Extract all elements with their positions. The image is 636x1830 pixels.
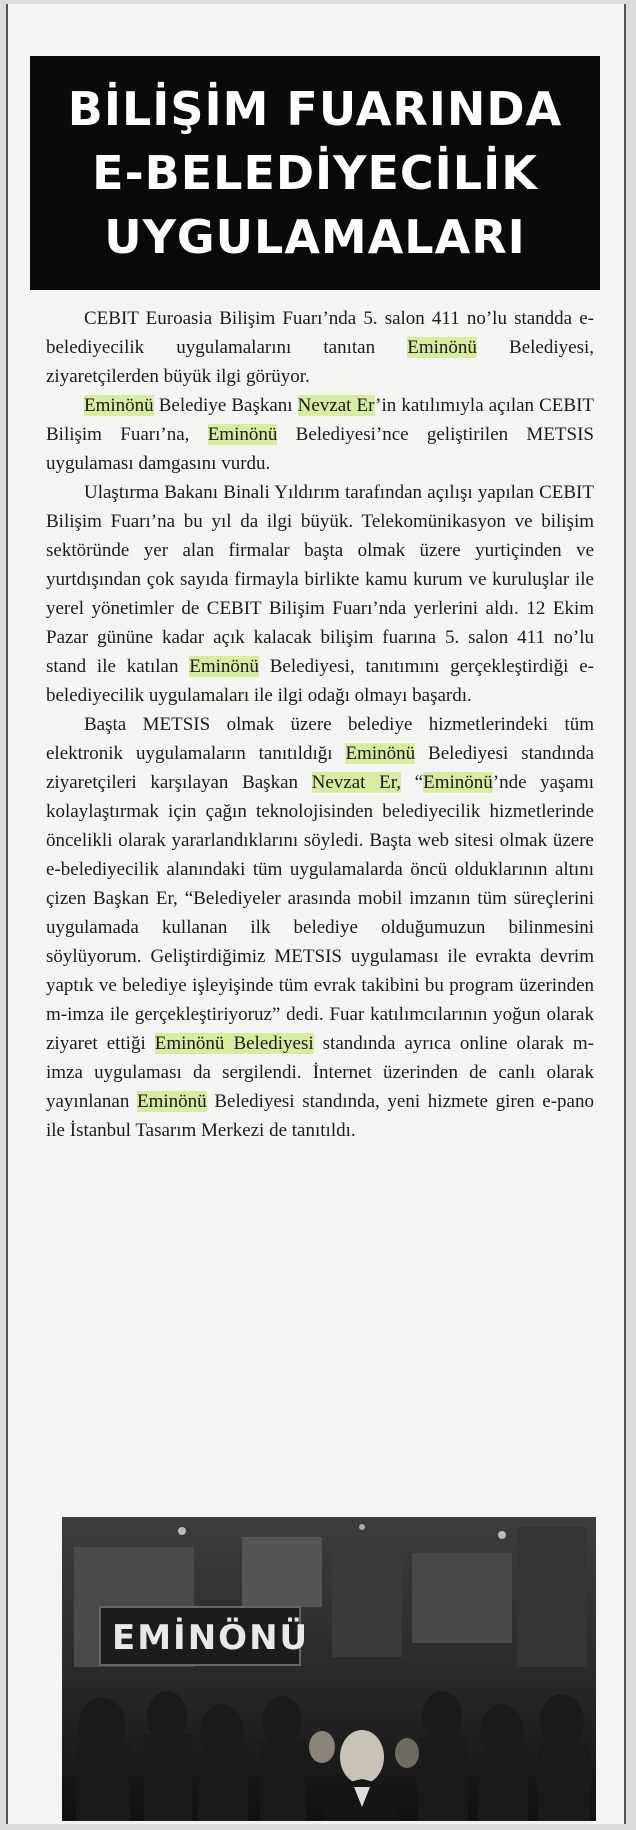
paragraph-text: Belediyesi standında ziyaretçileri karşılayan Başkan [46, 743, 595, 793]
paragraph-text: Belediye Başkanı [153, 395, 298, 416]
paragraph-text: Belediyesi standında, yeni hizmete giren e-pano ile İstanbul Tasarım Merkezi de tanıtıldı. [46, 1091, 594, 1141]
headline-line-3: UYGULAMALARI [104, 210, 526, 264]
highlighted-name: Eminönü [423, 772, 493, 793]
exhibition-crowd-photo [62, 1517, 596, 1821]
paragraph-text: Ulaştırma Bakanı Binali Yıldırım tarafından açılışı yapılan CEBIT Bilişim Fuarı’na bu yıl da ilgi büyük. Telekomünikasyon ve bilişim sektöründe yer alan firmalar başta olmak üzere yurtiçinden ve yurtdışından çok sayıda firmayla birlikte kamu kurum ve kuruluşlar ile yerel yönetimler de CEBIT Bilişim Fuarı’nda yerlerini aldı. 12 Ekim Pazar gününe kadar açık kalacak bilişim fuarına 5. salon 411 no’lu stand ile katılan [46, 482, 594, 677]
highlighted-name: Eminönü [345, 743, 416, 764]
highlighted-name: Eminönü [407, 337, 477, 358]
highlighted-name: Eminönü Belediyesi [154, 1033, 314, 1054]
paragraph-text: standında ayrıca online olarak m-imza uygulaması da sergilendi. İnternet üzerinden de canlı olarak yayınlanan [46, 1033, 595, 1112]
headline-line-2: E-BELEDİYECİLİK [92, 146, 538, 200]
paragraph-text: Belediyesi’nce geliştirilen METSIS uygulaması damgasını vurdu. [46, 424, 594, 474]
headline-line-1: BİLİŞİM FUARINDA [67, 82, 563, 136]
headline-box [30, 56, 600, 290]
paragraph-3 [46, 478, 594, 710]
paragraph-text: Başta METSIS olmak üzere belediye hizmetlerindeki tüm elektronik uygulamaların tanıtıldığı [46, 714, 594, 764]
article-body [46, 304, 594, 1145]
paragraph-1 [46, 304, 594, 391]
paragraph-4 [46, 710, 594, 1145]
newspaper-page [6, 4, 626, 1824]
paragraph-text: ’in katılımıyla açılan CEBIT Bilişim Fuarı’na, [46, 395, 595, 445]
highlighted-name: Nevzat Er, [311, 772, 402, 793]
highlighted-name: Eminönü [207, 424, 278, 445]
event-photo [62, 1517, 596, 1821]
highlighted-name: Eminönü [84, 395, 154, 416]
highlighted-name: Eminönü [189, 656, 259, 677]
paragraph-text: Belediyesi, ziyaretçilerden büyük ilgi görüyor. [46, 337, 595, 387]
paragraph-text: CEBIT Euroasia Bilişim Fuarı’nda 5. salon 411 no’lu standda e-belediyecilik uygulamalarını tanıtan [46, 308, 594, 358]
highlighted-name: Nevzat Er [297, 395, 376, 416]
paragraph-text: “ [401, 772, 424, 793]
paragraph-text: ’nde yaşamı kolaylaştırmak için çağın teknolojisinden belediyecilik hizmetlerinde öncelikli olarak yararlandıklarını söyledi. Başta web sitesi olmak üzere e-belediyecilik alanındaki tüm uygulamalarda öncü olduklarının altını çizen Başkan Er, “Belediyeler arasında mobil imzanın tüm süreçlerini uygulamada kullanan ilk belediye olduğumuzun bilinmesini söylüyorum. Geliştirdiğimiz METSIS uygulaması ile evrakta devrim yaptık ve belediye işleyişinde tüm evrak takibini bu program üzerinden m-imza ile gerçekleştiriyoruz” dedi. Fuar katılımcılarının yoğun olarak ziyaret ettiği [46, 772, 594, 1054]
highlighted-name: Eminönü [137, 1091, 207, 1112]
paragraph-text: Belediyesi, tanıtımını gerçekleştirdiği e-belediyecilik uygulamaları ile ilgi odağı olmayı başardı. [46, 656, 594, 706]
eminonu-sign-text: EMİNÖNÜ [112, 1618, 310, 1658]
paragraph-2 [46, 391, 594, 478]
